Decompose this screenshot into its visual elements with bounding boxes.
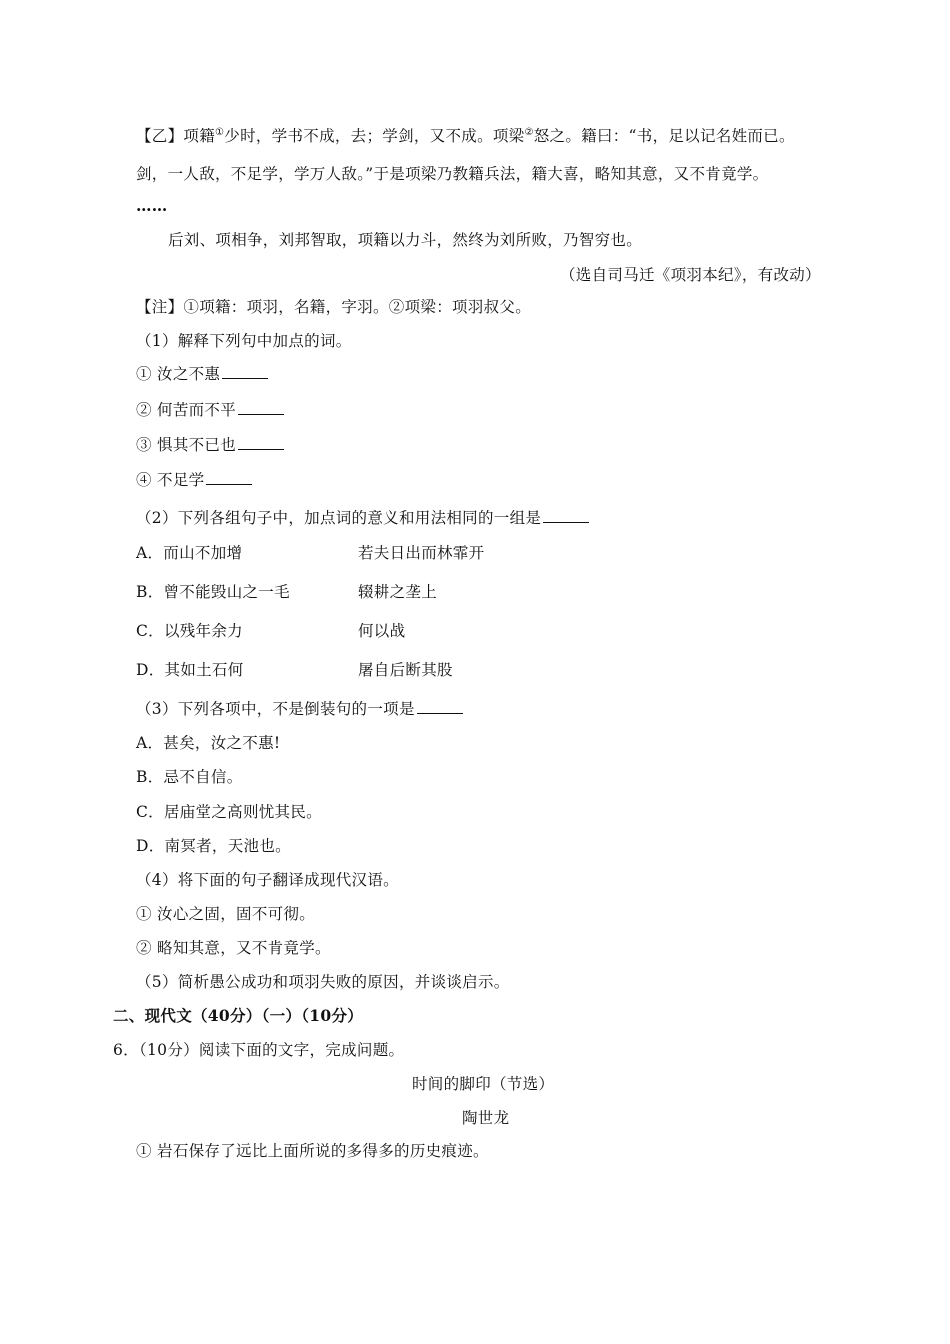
q1-item-text: ④ 不足学 [136, 471, 205, 489]
question-stem: （1）解释下列句中加点的词。 [136, 332, 352, 350]
passage-line [136, 126, 795, 146]
q2-option [136, 621, 736, 641]
option-left: A．而山不加增 [136, 544, 243, 562]
passage-text: 【乙】项籍 [136, 127, 216, 145]
footnote-marker: ① [215, 127, 225, 138]
question-stem: 6．（10分）阅读下面的文字，完成问题。 [113, 1041, 405, 1059]
ellipsis: …… [136, 196, 168, 215]
passage-line: 剑，一人敌，不足学，学万人敌。”于是项梁乃教籍兵法，籍大喜，略知其意，又不肯竟学。 [136, 165, 769, 183]
answer-blank [222, 364, 268, 379]
footnote: 【注】①项籍：项羽，名籍，字羽。②项梁：项羽叔父。 [136, 298, 532, 316]
q4-item: ① 汝心之固，固不可彻。 [136, 905, 316, 923]
option-left: C．以残年余力 [136, 622, 243, 640]
q3-option: C．居庙堂之高则忧其民。 [136, 803, 322, 821]
article-title: 时间的脚印（节选） [412, 1075, 555, 1093]
q3-option: B．忌不自信。 [136, 768, 243, 786]
question-stem: （5）简析愚公成功和项羽失败的原因，并谈谈启示。 [136, 973, 510, 991]
question-stem [136, 508, 589, 528]
answer-blank [206, 470, 252, 485]
footnote-marker: ② [524, 127, 534, 138]
answer-blank [543, 508, 589, 523]
q2-option [136, 582, 736, 602]
option-right: 何以战 [358, 622, 406, 640]
q1-item [136, 470, 252, 490]
answer-blank [238, 400, 284, 415]
q2-option [136, 660, 736, 680]
answer-blank [417, 699, 463, 714]
option-right: 辍耕之垄上 [358, 583, 438, 601]
q3-option: A．甚矣，汝之不惠! [136, 734, 281, 752]
q2-stem-text: （2）下列各组句子中，加点词的意义和用法相同的一组是 [136, 509, 542, 527]
q4-item: ② 略知其意，又不肯竟学。 [136, 939, 331, 957]
option-left: D．其如土石何 [136, 661, 244, 679]
section-heading: 二、现代文（40分）（一）（10分） [113, 1006, 364, 1025]
q1-item [136, 364, 268, 384]
question-stem: （4）将下面的句子翻译成现代汉语。 [136, 871, 399, 889]
q1-item-text: ① 汝之不惠 [136, 365, 221, 383]
q1-item [136, 400, 284, 420]
q1-item-text: ② 何苦而不平 [136, 401, 237, 419]
option-left: B．曾不能毁山之一毛 [136, 583, 290, 601]
q3-option: D．南冥者，天池也。 [136, 837, 291, 855]
passage-text: 怒之。籍曰：“书，足以记名姓而已。 [533, 127, 795, 145]
q2-option [136, 543, 736, 563]
article-paragraph: ① 岩石保存了远比上面所说的多得多的历史痕迹。 [136, 1142, 489, 1160]
source-citation: （选自司马迁《项羽本纪》，有改动） [560, 266, 821, 284]
option-right: 屠自后断其股 [358, 661, 453, 679]
q1-item [136, 435, 284, 455]
passage-line: 后刘、项相争，刘邦智取，项籍以力斗，然终为刘所败，乃智穷也。 [168, 231, 643, 249]
passage-text: 少时，学书不成，去；学剑，又不成。项梁 [224, 127, 525, 145]
article-author: 陶世龙 [462, 1109, 510, 1127]
answer-blank [238, 435, 284, 450]
q1-item-text: ③ 惧其不已也 [136, 436, 237, 454]
question-stem [136, 699, 463, 719]
option-right: 若夫日出而林霏开 [358, 544, 485, 562]
q3-stem-text: （3）下列各项中，不是倒装句的一项是 [136, 700, 415, 718]
